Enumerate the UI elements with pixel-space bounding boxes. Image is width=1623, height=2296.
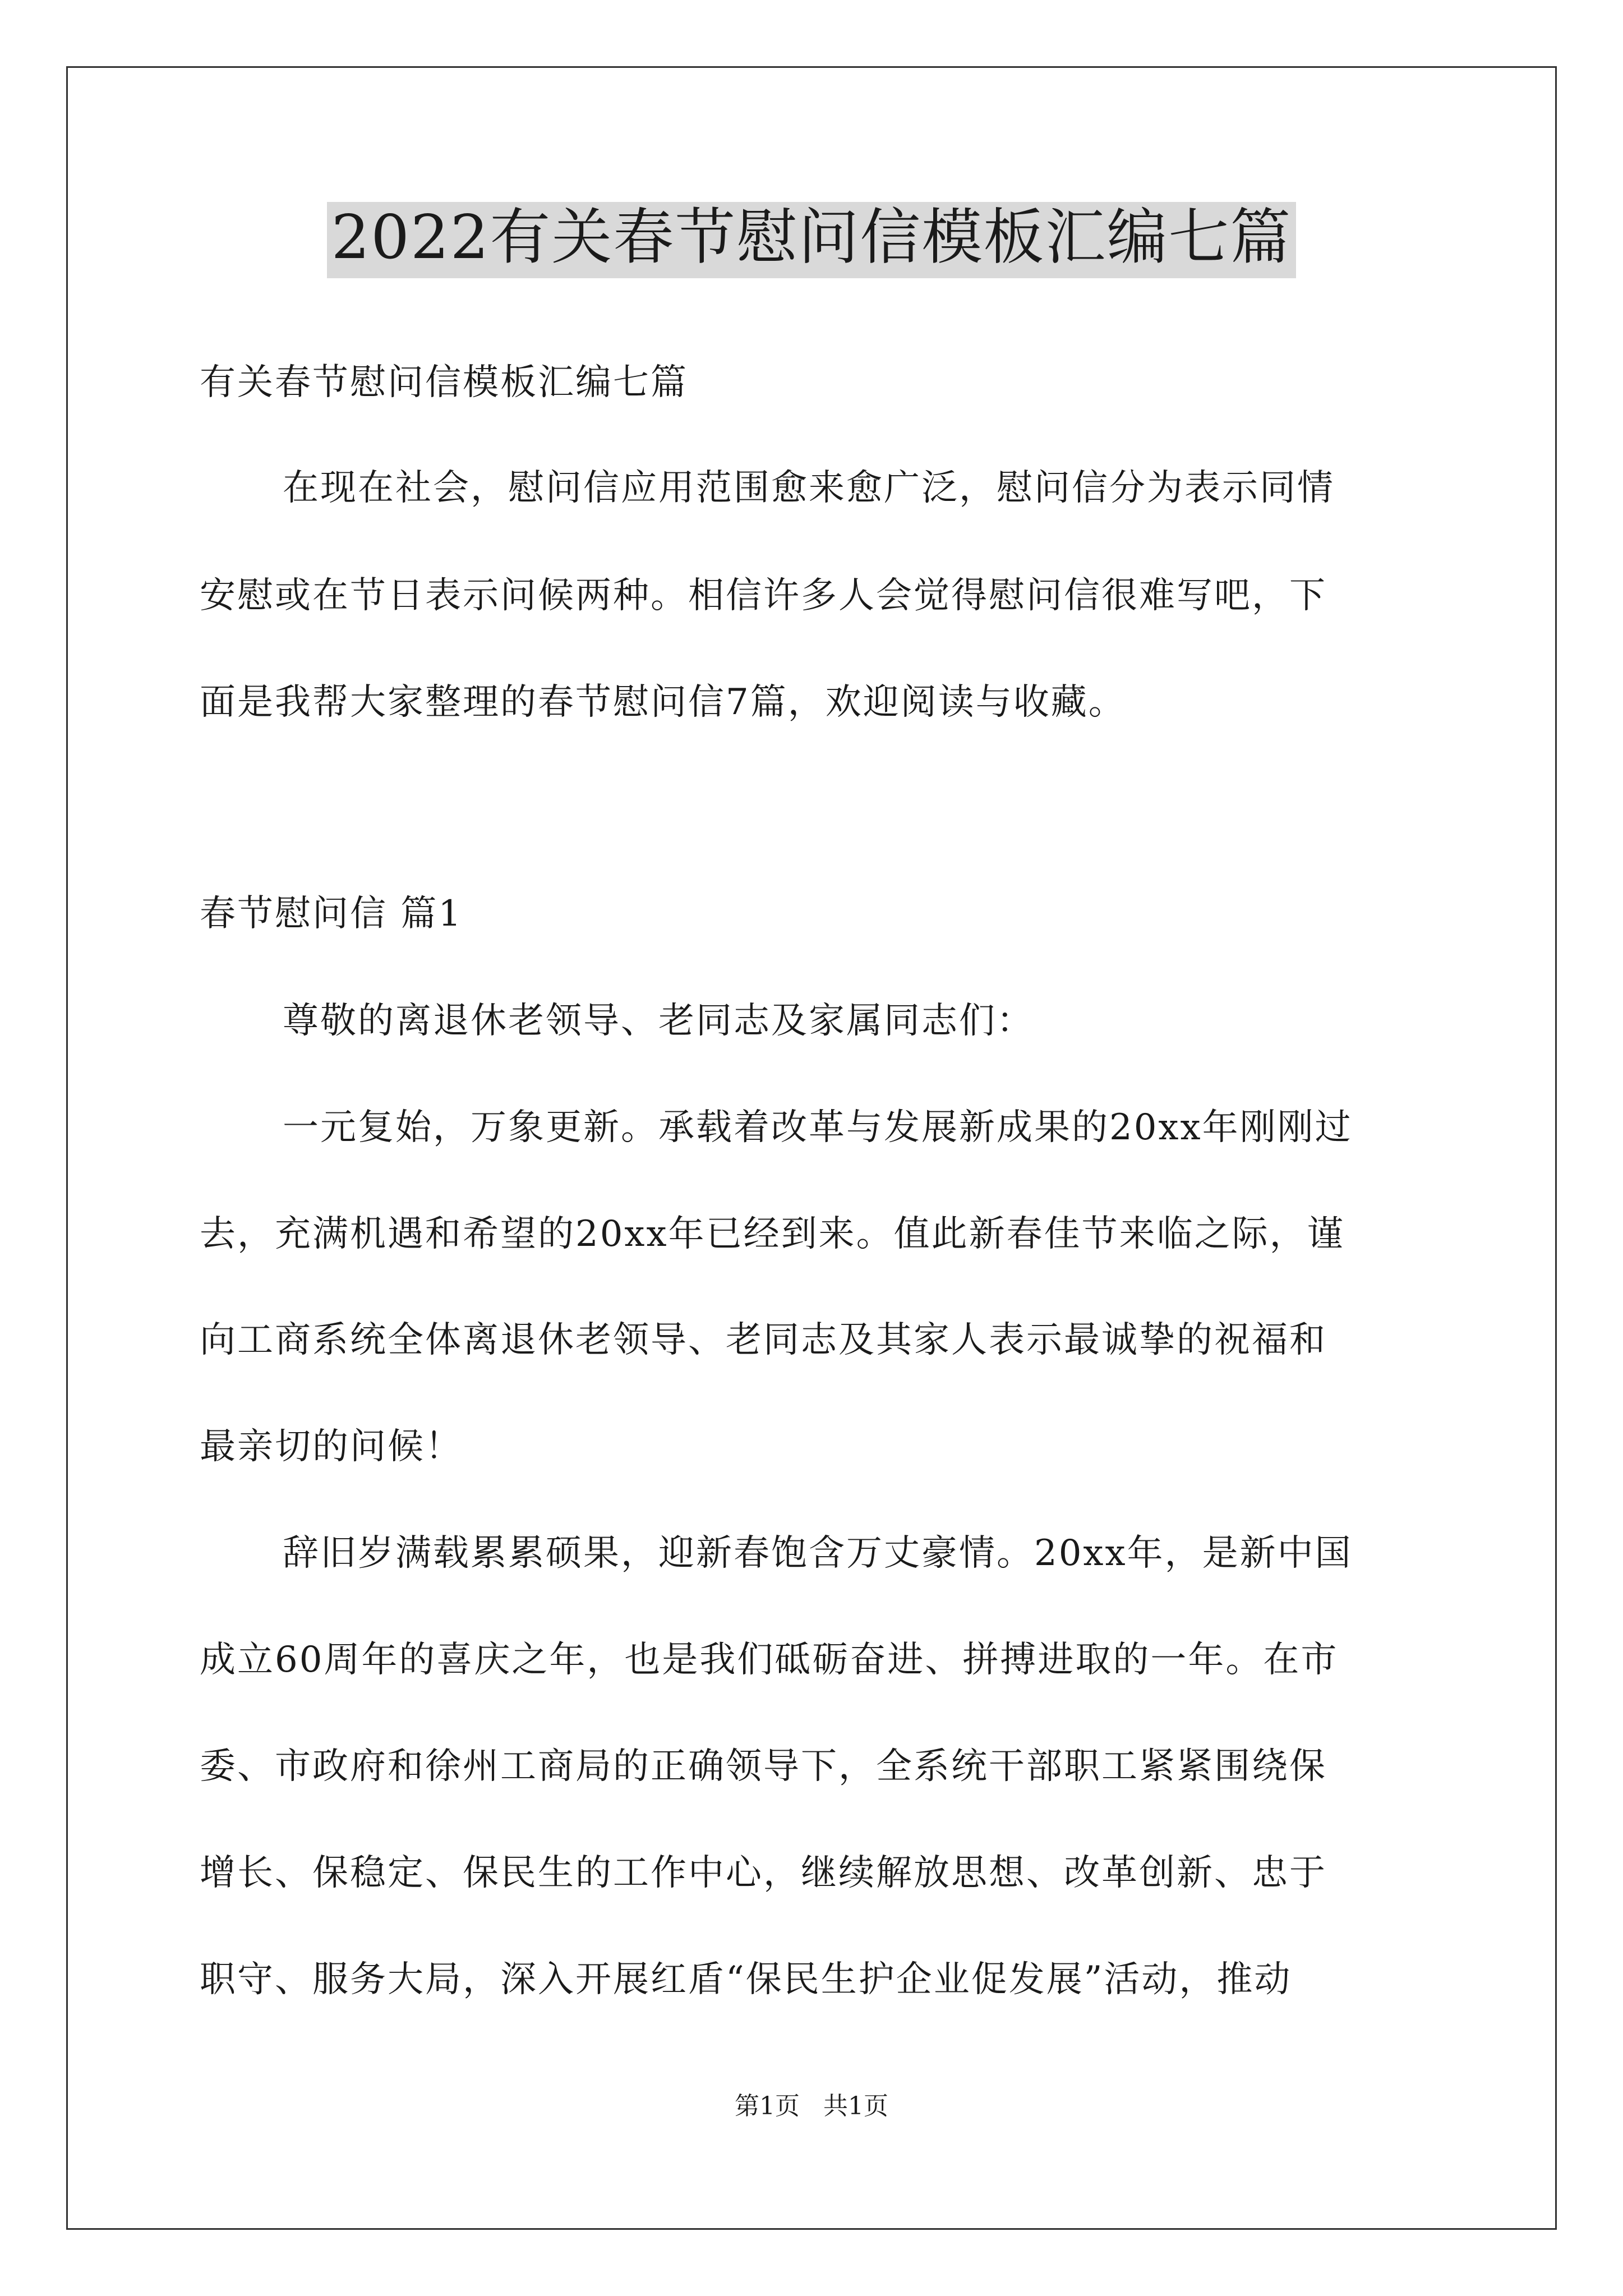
paragraph-line: 向工商系统全体离退休老领导、老同志及其家人表示最诚挚的祝福和 [200, 1319, 1327, 1361]
paragraph-line: 增长、保稳定、保民生的工作中心，继续解放思想、改革创新、忠于 [200, 1852, 1327, 1894]
intro-line: 在现在社会，慰问信应用范围愈来愈广泛，慰问信分为表示同情 [283, 467, 1335, 509]
paragraph-line: 成立60周年的喜庆之年，也是我们砥砺奋进、拼搏进取的一年。在市 [200, 1639, 1339, 1681]
paragraph-line: 去，充满机遇和希望的20xx年已经到来。值此新春佳节来临之际，谨 [200, 1213, 1345, 1255]
page-footer: 第1页 共1页 [735, 2092, 888, 2120]
document-title-text: 2022有关春节慰问信模板汇编七篇 [327, 202, 1297, 278]
intro-line: 安慰或在节日表示问候两种。相信许多人会觉得慰问信很难写吧，下 [200, 575, 1327, 616]
intro-line: 面是我帮大家整理的春节慰问信7篇，欢迎阅读与收藏。 [200, 682, 1126, 723]
salutation: 尊敬的离退休老领导、老同志及家属同志们： [283, 1000, 1034, 1042]
document-subtitle: 有关春节慰问信模板汇编七篇 [200, 362, 688, 403]
paragraph-line: 一元复始，万象更新。承载着改革与发展新成果的20xx年刚刚过 [283, 1107, 1353, 1148]
paragraph-line: 辞旧岁满载累累硕果，迎新春饱含万丈豪情。20xx年，是新中国 [283, 1533, 1353, 1574]
document-title [0, 202, 1623, 278]
paragraph-line: 委、市政府和徐州工商局的正确领导下，全系统干部职工紧紧围绕保 [200, 1746, 1327, 1787]
paragraph-line: 最亲切的问候！ [200, 1426, 463, 1467]
section-heading: 春节慰问信 篇1 [200, 893, 463, 935]
paragraph-line: 职守、服务大局，深入开展红盾“保民生护企业促发展”活动，推动 [200, 1959, 1292, 2000]
